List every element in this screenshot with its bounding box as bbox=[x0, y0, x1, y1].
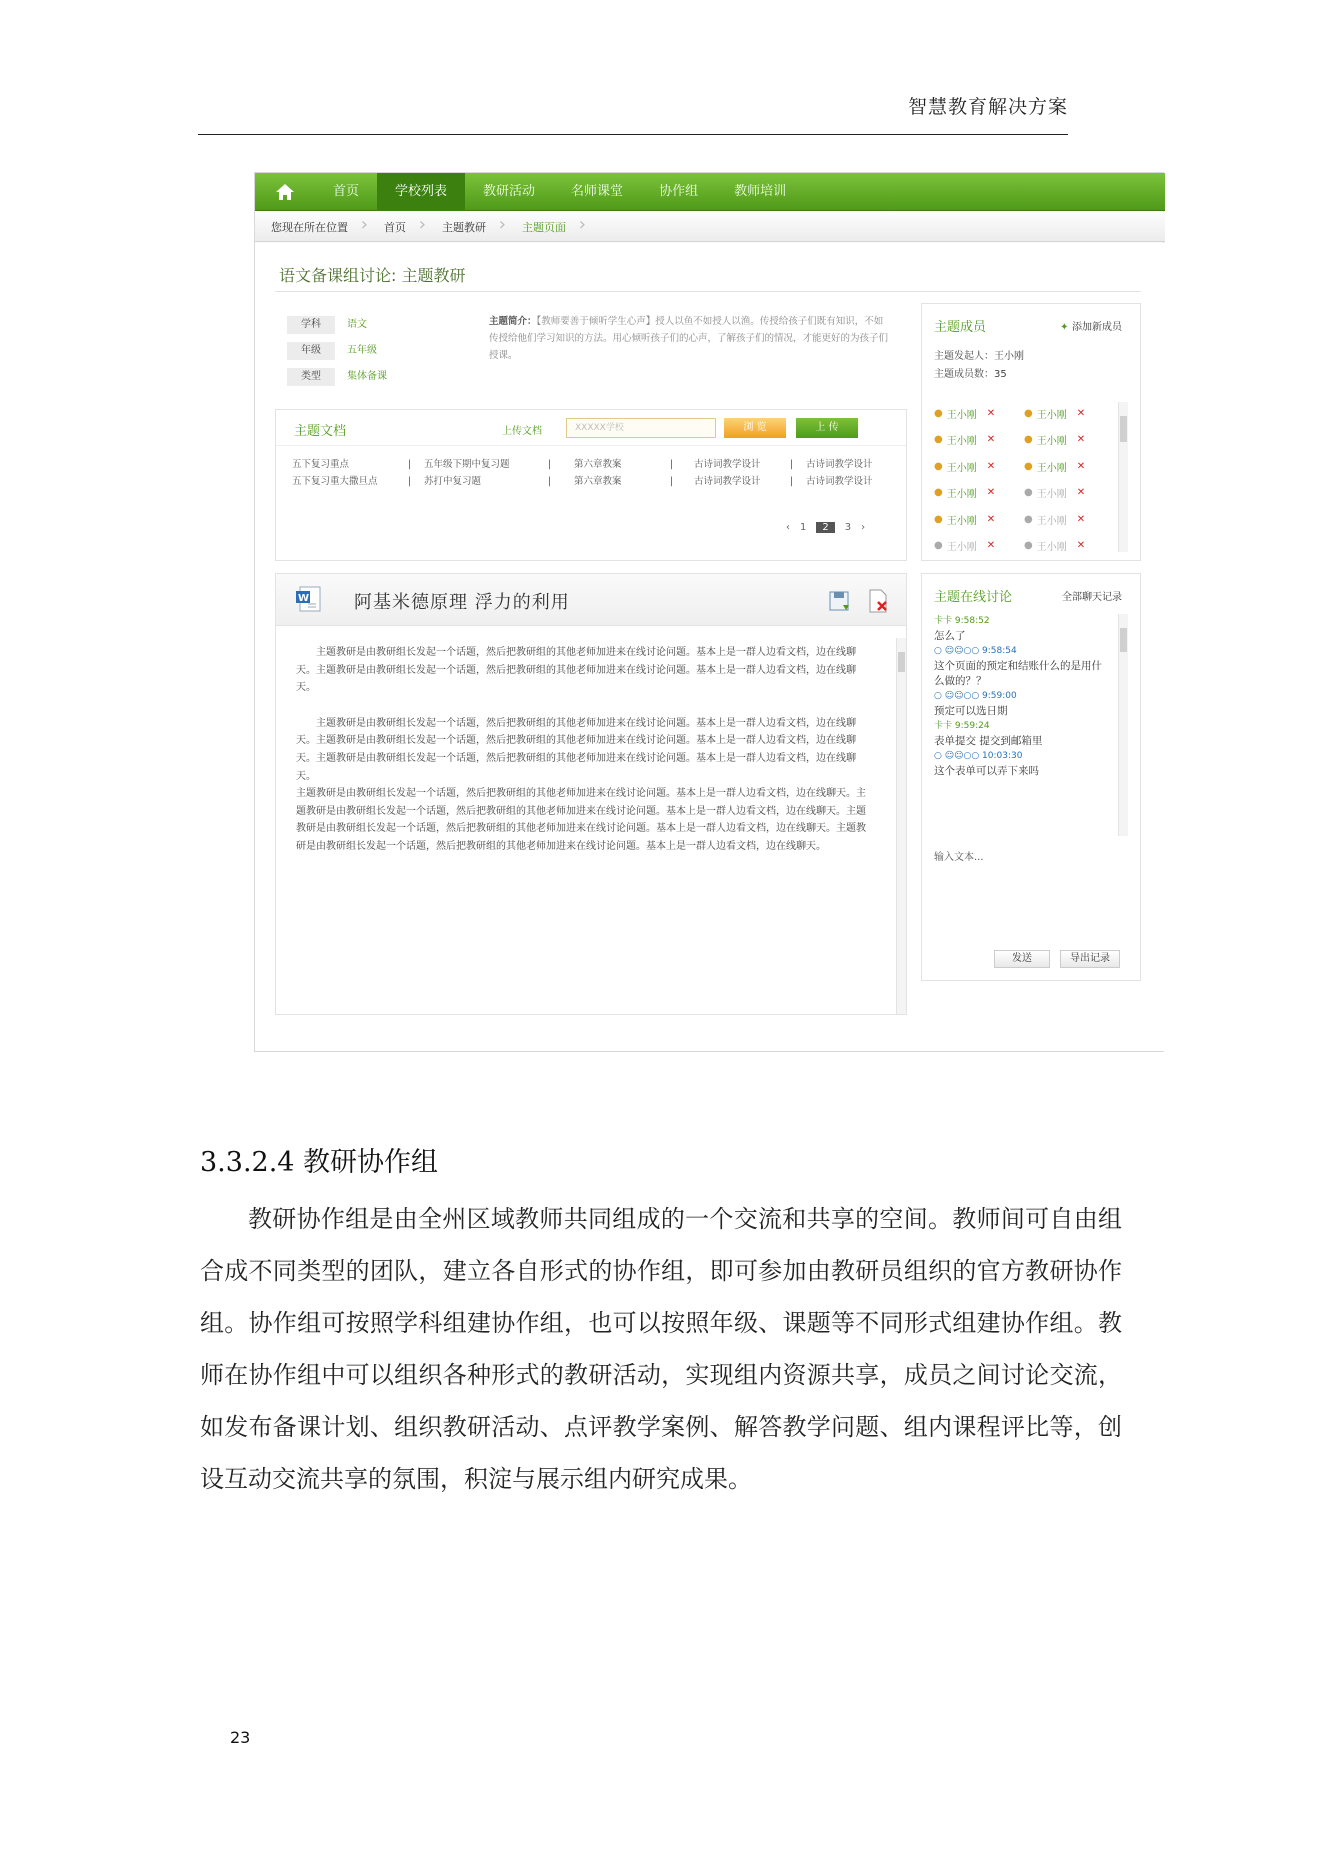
online-discussion-panel bbox=[921, 573, 1141, 981]
member-item bbox=[934, 459, 1024, 474]
intro-text: 【教师要善于倾听学生心声】授人以鱼不如授人以渔。传授给孩子们既有知识，不如传授给他们学习知识的方法。用心倾听孩子们的心声，了解孩子们的情况，才能更好的为孩子们授课。 bbox=[489, 316, 889, 361]
info-key: 年级 bbox=[287, 342, 335, 360]
home-icon[interactable] bbox=[255, 173, 315, 211]
info-row-grade bbox=[287, 341, 437, 361]
user-icon: ● bbox=[934, 540, 943, 552]
member-item-offline bbox=[934, 538, 1024, 553]
save-icon[interactable] bbox=[828, 590, 852, 618]
member-name[interactable]: 王小刚 bbox=[1036, 409, 1067, 421]
word-document-icon bbox=[294, 584, 324, 614]
add-member-link[interactable] bbox=[1060, 318, 1122, 333]
member-row bbox=[934, 533, 1114, 560]
member-name[interactable]: 王小刚 bbox=[946, 436, 977, 448]
chat-message: 这个表单可以弄下来吗 bbox=[934, 765, 1039, 777]
remove-member-icon[interactable]: ✕ bbox=[986, 540, 996, 552]
file-link[interactable]: 古诗词教学设计 bbox=[806, 476, 873, 487]
doc-header: 智慧教育解决方案 bbox=[907, 96, 1068, 118]
discussion-title: 主题在线讨论 bbox=[934, 590, 1013, 605]
documents-header bbox=[276, 410, 906, 446]
remove-member-icon[interactable]: ✕ bbox=[986, 487, 996, 499]
file-link[interactable]: 古诗词教学设计 bbox=[806, 459, 873, 470]
topic-info bbox=[275, 303, 907, 393]
member-name[interactable]: 王小刚 bbox=[946, 515, 977, 527]
remove-member-icon[interactable]: ✕ bbox=[1076, 407, 1086, 419]
header-rule bbox=[198, 134, 1068, 135]
nav-item-home[interactable]: 首页 bbox=[333, 183, 360, 199]
member-item bbox=[934, 512, 1024, 527]
scrollbar-thumb[interactable] bbox=[1120, 416, 1127, 442]
chat-message: 这个页面的预定和结账什么的是用什么做的？？ bbox=[934, 660, 1102, 687]
nav-item-research-activities[interactable]: 教研活动 bbox=[483, 183, 536, 199]
next-page-icon[interactable]: › bbox=[861, 522, 866, 533]
page-title: 语文备课组讨论: 主题教研 bbox=[279, 266, 466, 285]
topic-initiator: 主题发起人：王小刚 bbox=[934, 351, 1024, 362]
member-name[interactable]: 王小刚 bbox=[1036, 462, 1067, 474]
nav-item-master-classes[interactable]: 名师课堂 bbox=[571, 183, 624, 199]
user-icon: ● bbox=[934, 487, 943, 499]
info-row-subject bbox=[287, 315, 437, 335]
file-link[interactable]: 五下复习重大撒旦点 bbox=[292, 476, 378, 487]
file-link[interactable]: 五年级下期中复习题 bbox=[424, 459, 510, 470]
pagination bbox=[786, 522, 865, 533]
info-key: 学科 bbox=[287, 316, 335, 334]
topic-intro bbox=[489, 313, 889, 364]
members-scrollbar[interactable] bbox=[1118, 402, 1128, 552]
user-icon: ● bbox=[934, 460, 943, 472]
scrollbar-thumb[interactable] bbox=[1120, 628, 1127, 652]
remove-member-icon[interactable]: ✕ bbox=[986, 460, 996, 472]
remove-member-icon[interactable]: ✕ bbox=[986, 513, 996, 525]
documents-title: 主题文档 bbox=[294, 424, 347, 439]
remove-member-icon[interactable]: ✕ bbox=[1076, 460, 1086, 472]
document-title: 阿基米德原理 浮力的利用 bbox=[354, 592, 570, 613]
page-link[interactable]: 1 bbox=[800, 522, 807, 533]
user-icon: ● bbox=[1024, 487, 1033, 499]
nav-item-school-list[interactable]: 学校列表 bbox=[377, 173, 465, 211]
breadcrumb bbox=[255, 212, 1165, 242]
document-paragraph: 主题教研是由教研组长发起一个话题，然后把教研组的其他老师加进来在线讨论问题。基本上是一群人边看文档，边在线聊天。主题教研是由教研组长发起一个话题，然后把教研组的其他老师加进来在线讨论问题。基本上是一群人边看文档，边在线聊天。主题教研是由教研组长发起一个话题，然后把教研组的其他老师加进来在线讨论问题。基本上是一群人边看文档，边在线聊天。主题教研是由教研组长发起一个话题，然后把教研组的其他老师加进来在线讨论问题。基本上是一群人边看文档，边在线聊天。 bbox=[296, 788, 866, 852]
file-row: 五下复习重大撒旦点 | 苏打中复习题 | 第六章教案 | 古诗词教学设计 | 古诗词教学设计 bbox=[292, 473, 892, 490]
breadcrumb-label: 您现在所在位置 › bbox=[255, 219, 368, 235]
member-item bbox=[1024, 406, 1114, 421]
member-item bbox=[934, 406, 1024, 421]
info-value: 语文 bbox=[347, 319, 367, 330]
topic-documents bbox=[275, 409, 907, 561]
members-meta bbox=[934, 348, 1024, 384]
all-chat-records-link[interactable]: 全部聊天记录 bbox=[1062, 592, 1122, 603]
member-name[interactable]: 王小刚 bbox=[946, 489, 977, 501]
top-nav bbox=[255, 173, 1165, 211]
member-item-offline bbox=[1024, 538, 1114, 553]
remove-member-icon[interactable]: ✕ bbox=[1076, 434, 1086, 446]
breadcrumb-topic-research[interactable]: 主题教研 › bbox=[426, 219, 506, 235]
chat-message: 表单提交 提交到邮箱里 bbox=[934, 735, 1043, 747]
info-row-type bbox=[287, 367, 437, 387]
member-row bbox=[934, 453, 1114, 480]
info-key: 类型 bbox=[287, 368, 335, 386]
info-value: 集体备课 bbox=[347, 371, 387, 382]
user-icon: ● bbox=[934, 434, 943, 446]
member-item-offline bbox=[1024, 512, 1114, 527]
delete-document-icon[interactable] bbox=[866, 588, 890, 618]
send-button[interactable]: 发送 bbox=[994, 950, 1050, 968]
info-value: 五年级 bbox=[347, 345, 377, 356]
remove-member-icon[interactable]: ✕ bbox=[1076, 513, 1086, 525]
member-name[interactable]: 王小刚 bbox=[1036, 542, 1067, 554]
member-item bbox=[934, 485, 1024, 500]
user-icon: ● bbox=[1024, 434, 1033, 446]
member-item bbox=[934, 432, 1024, 447]
file-link[interactable]: 第六章教案 bbox=[574, 476, 622, 487]
document-body bbox=[296, 644, 866, 874]
screenshot-frame bbox=[254, 172, 1164, 1052]
member-name[interactable]: 王小刚 bbox=[946, 542, 977, 554]
member-grid bbox=[934, 400, 1114, 559]
member-item-offline bbox=[1024, 485, 1114, 500]
member-name[interactable]: 王小刚 bbox=[946, 462, 977, 474]
document-viewer bbox=[275, 573, 907, 1015]
chat-scrollbar[interactable] bbox=[1118, 614, 1128, 836]
member-row bbox=[934, 400, 1114, 427]
user-icon: ● bbox=[934, 407, 943, 419]
chat-input[interactable]: 输入文本... bbox=[934, 852, 984, 863]
chat-log bbox=[934, 614, 1104, 779]
topic-members-panel bbox=[921, 303, 1141, 561]
user-icon: ● bbox=[1024, 407, 1033, 419]
chat-sender: 卡卡 9:59:24 bbox=[934, 721, 990, 731]
nav-item-collab-groups[interactable]: 协作组 bbox=[659, 183, 699, 199]
member-item bbox=[1024, 432, 1114, 447]
document-scrollbar[interactable] bbox=[896, 638, 906, 1014]
main-content bbox=[255, 243, 1165, 1051]
file-link[interactable]: 古诗词教学设计 bbox=[694, 459, 761, 470]
page-number: 23 bbox=[230, 1728, 251, 1747]
body-paragraph: 教研协作组是由全州区域教师共同组成的一个交流和共享的空间。教师间可自由组合成不同类型的团队，建立各自形式的协作组，即可参加由教研员组织的官方教研协作组。协作组可按照学科组建协作组，也可以按照年级、课题等不同形式组建协作组。教师在协作组中可以组织各种形式的教研活动，实现组内资源共享，成员之间讨论交流，如发布备课计划、组织教研活动、点评教学案例、解答教学问题、组内课程评比等，创设互动交流共享的氛围，积淀与展示组内研究成果。 bbox=[200, 1205, 1122, 1493]
export-records-button[interactable]: 导出记录 bbox=[1060, 950, 1120, 968]
chat-sender: ○ ☺☺○○ 9:59:00 bbox=[934, 691, 1017, 701]
chat-message: 预定可以选日期 bbox=[934, 705, 1008, 717]
file-row: 五下复习重点 | 五年级下期中复习题 | 第六章教案 | 古诗词教学设计 | 古诗词教学设计 bbox=[292, 456, 892, 473]
user-icon: ● bbox=[1024, 460, 1033, 472]
file-link[interactable]: 第六章教案 bbox=[574, 459, 622, 470]
remove-member-icon[interactable]: ✕ bbox=[1076, 487, 1086, 499]
member-row bbox=[934, 480, 1114, 507]
member-name[interactable]: 王小刚 bbox=[946, 409, 977, 421]
nav-item-teacher-training[interactable]: 教师培训 bbox=[734, 183, 787, 199]
svg-text:W: W bbox=[298, 593, 310, 604]
document-paragraph: 主题教研是由教研组长发起一个话题，然后把教研组的其他老师加进来在线讨论问题。基本上是一群人边看文档，边在线聊天。主题教研是由教研组长发起一个话题，然后把教研组的其他老师加进来在线讨论问题。基本上是一群人边看文档，边在线聊天。 bbox=[296, 647, 856, 694]
member-item bbox=[1024, 459, 1114, 474]
page-link[interactable]: 3 bbox=[844, 522, 852, 533]
user-icon: ● bbox=[934, 513, 943, 525]
chat-sender: ○ ☺☺○○ 9:58:54 bbox=[934, 646, 1017, 656]
member-name[interactable]: 王小刚 bbox=[1036, 515, 1067, 527]
member-row bbox=[934, 506, 1114, 533]
upload-file-input[interactable]: XXXXX学校 bbox=[566, 418, 716, 438]
document-paragraph: 主题教研是由教研组长发起一个话题，然后把教研组的其他老师加进来在线讨论问题。基本上是一群人边看文档，边在线聊天。主题教研是由教研组长发起一个话题，然后把教研组的其他老师加进来在线讨论问题。基本上是一群人边看文档，边在线聊天。主题教研是由教研组长发起一个话题，然后把教研组的其他老师加进来在线讨论问题。基本上是一群人边看文档，边在线聊天。 bbox=[296, 717, 856, 782]
intro-label: 主题简介： bbox=[489, 316, 537, 327]
member-name[interactable]: 王小刚 bbox=[1036, 489, 1067, 501]
member-name[interactable]: 王小刚 bbox=[1036, 436, 1067, 448]
upload-label: 上传文档 bbox=[502, 426, 542, 437]
page-link-current[interactable]: 2 bbox=[816, 522, 834, 533]
file-link[interactable]: 苏打中复习题 bbox=[424, 476, 482, 487]
members-title: 主题成员 bbox=[934, 320, 987, 335]
member-row bbox=[934, 427, 1114, 454]
scrollbar-thumb[interactable] bbox=[898, 652, 905, 672]
chat-message: 怎么了 bbox=[934, 630, 966, 642]
member-count: 主题成员数：35 bbox=[934, 369, 1007, 380]
prev-page-icon[interactable]: ‹ bbox=[786, 522, 790, 533]
plus-icon: ✦ bbox=[1060, 322, 1072, 333]
remove-member-icon[interactable]: ✕ bbox=[986, 434, 996, 446]
title-divider bbox=[275, 291, 1141, 292]
file-list bbox=[292, 456, 892, 490]
file-link[interactable]: 五下复习重点 bbox=[292, 459, 350, 470]
remove-member-icon[interactable]: ✕ bbox=[1076, 540, 1086, 552]
section-heading: 3.3.2.4 教研协作组 bbox=[200, 1147, 439, 1178]
user-icon: ● bbox=[1024, 540, 1033, 552]
chat-sender: ○ ☺☺○○ 10:03:30 bbox=[934, 751, 1023, 761]
document-viewer-header bbox=[276, 574, 906, 626]
remove-member-icon[interactable]: ✕ bbox=[986, 407, 996, 419]
browse-button[interactable]: 浏 览 bbox=[724, 418, 786, 438]
file-link[interactable]: 古诗词教学设计 bbox=[694, 476, 761, 487]
chat-sender: 卡卡 9:58:52 bbox=[934, 616, 990, 626]
add-member-label: 添加新成员 bbox=[1072, 322, 1122, 333]
breadcrumb-home[interactable]: 首页 › bbox=[368, 219, 426, 235]
user-icon: ● bbox=[1024, 513, 1033, 525]
upload-button[interactable]: 上 传 bbox=[796, 418, 858, 438]
breadcrumb-topic-page[interactable]: 主题页面 › bbox=[506, 219, 586, 235]
